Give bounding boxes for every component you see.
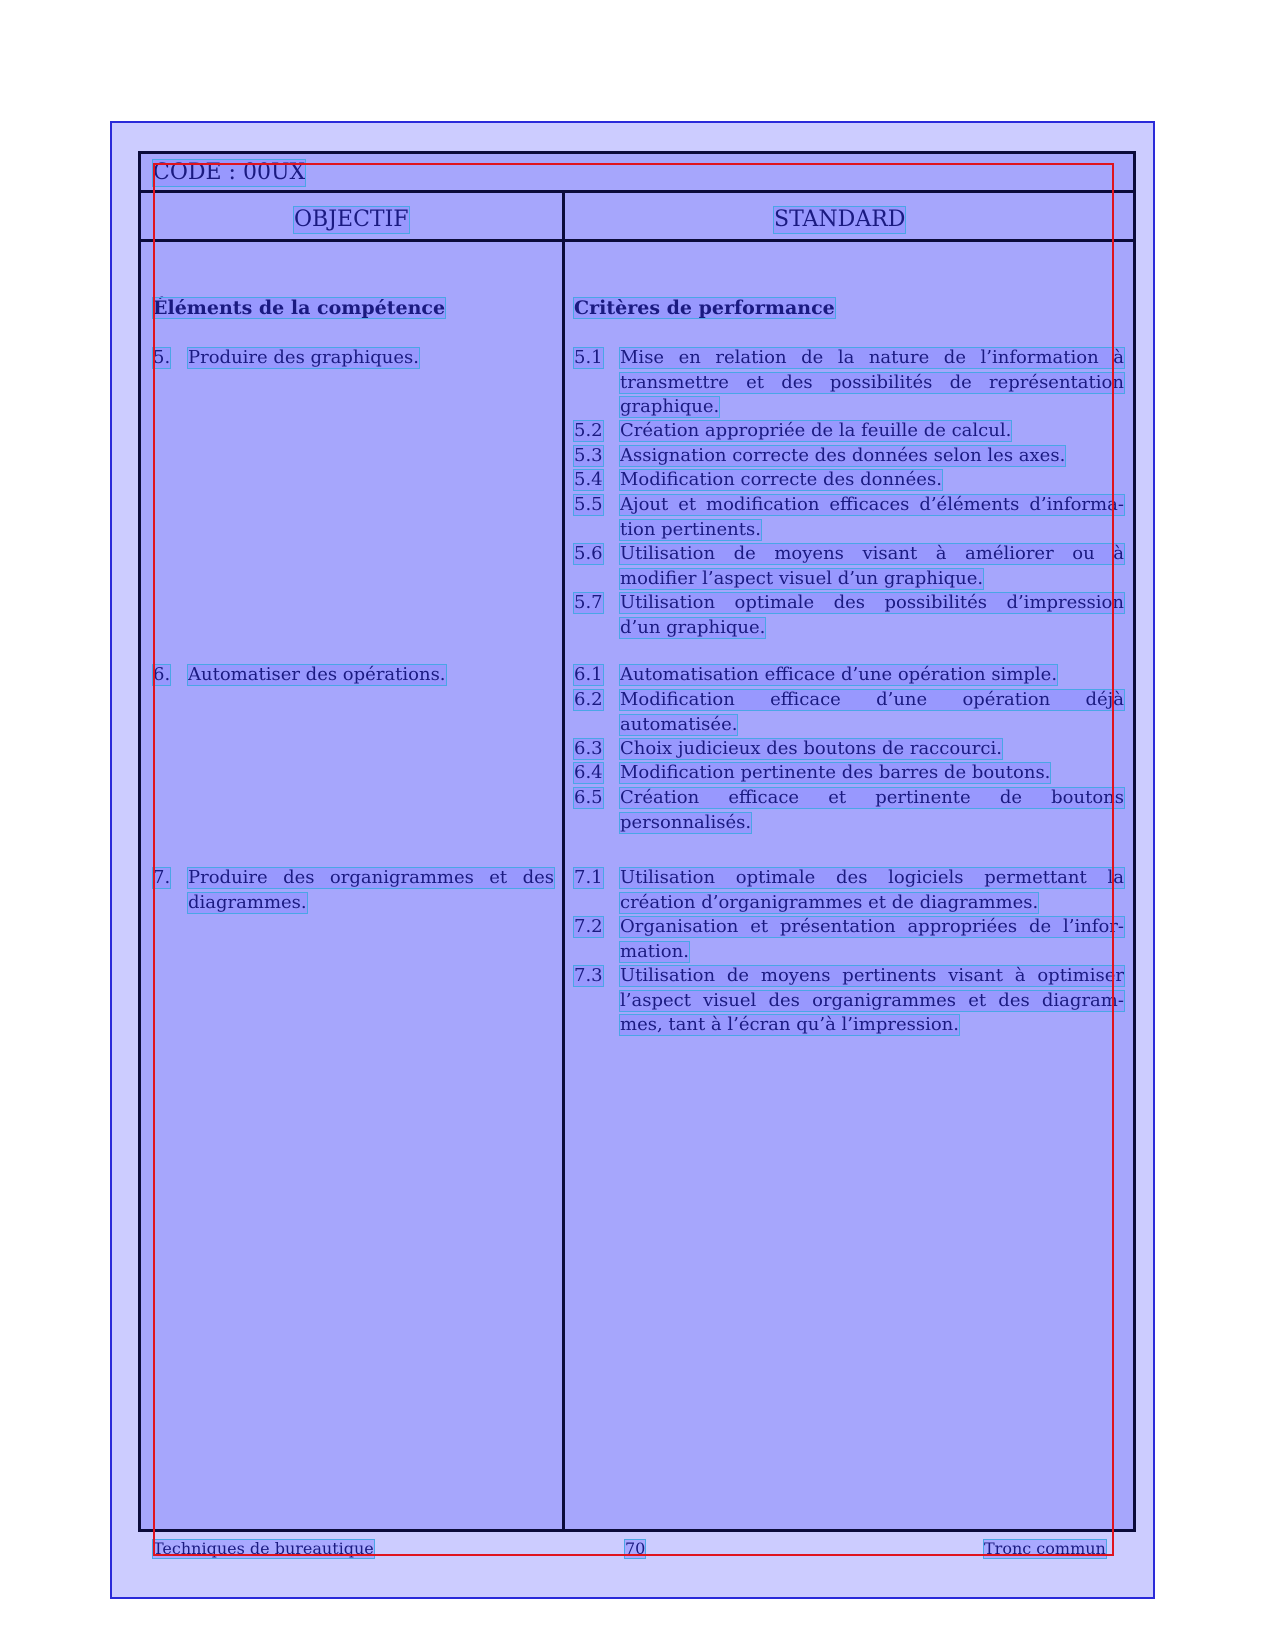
- criterion-text: l’aspect visuel des organigrammes et des diagram-: [620, 989, 1124, 1011]
- criterion-number: 5.2: [574, 420, 603, 441]
- criterion-text: transmettre et des possibilités de représentation: [620, 371, 1124, 393]
- criterion-text: tion pertinents.: [620, 518, 761, 540]
- element-text: Produire des graphiques.: [188, 347, 419, 368]
- element-text: Produire des organigrammes et des: [188, 867, 554, 888]
- criteria-title: Critères de performance: [574, 297, 835, 319]
- criterion-number: 5.1: [574, 347, 603, 368]
- criterion-number: 7.2: [574, 916, 603, 937]
- criterion-text: mes, tant à l’écran qu’à l’impression.: [620, 1014, 959, 1035]
- criterion-text: Modification correcte des données.: [620, 469, 942, 490]
- criterion-text: Automatisation efficace d’une opération simple.: [620, 664, 1058, 685]
- criterion-number: 6.5: [574, 787, 603, 808]
- criterion-number: 5.6: [574, 543, 603, 564]
- criterion-text: Mise en relation de la nature de l’information à: [620, 347, 1124, 368]
- criterion-text: Modification efficace d’une opération déjà: [620, 689, 1124, 710]
- criterion-number: 5.3: [574, 445, 603, 466]
- column-header-divider: [138, 239, 1136, 242]
- criterion-text: automatisée.: [620, 713, 738, 735]
- criterion-text: Utilisation optimale des possibilités d’impression: [620, 592, 1124, 613]
- criterion-text: Création appropriée de la feuille de calcul.: [620, 420, 1012, 441]
- criterion-number: 5.5: [574, 494, 603, 515]
- code-label: CODE : 00UX: [153, 160, 306, 185]
- standard-header: STANDARD: [774, 207, 906, 232]
- header-divider: [138, 190, 1136, 193]
- criterion-text: d’un graphique.: [620, 616, 766, 638]
- criterion-text: Création efficace et pertinente de boutons: [620, 787, 1124, 808]
- element-number: 6.: [153, 664, 171, 685]
- criterion-number: 6.2: [574, 689, 603, 710]
- criterion-text: Utilisation optimale des logiciels permettant la: [620, 867, 1124, 888]
- criterion-text: personnalisés.: [620, 811, 752, 833]
- criterion-number: 6.3: [574, 738, 603, 759]
- footer-right: Tronc commun: [984, 1539, 1106, 1558]
- element-number: 5.: [153, 347, 171, 368]
- criterion-number: 5.7: [574, 592, 603, 613]
- criterion-text: Choix judicieux des boutons de raccourci.: [620, 738, 1002, 759]
- criterion-text: Ajout et modification efficaces d’éléments d’informa-: [620, 494, 1124, 515]
- objectif-header: OBJECTIF: [294, 207, 409, 232]
- elements-title: Éléments de la compétence: [153, 297, 446, 319]
- footer-left: Techniques de bureautique: [153, 1539, 374, 1558]
- criterion-number: 6.4: [574, 762, 603, 783]
- element-text: diagrammes.: [188, 891, 307, 913]
- element-number: 7.: [153, 867, 171, 888]
- criterion-text: Utilisation de moyens visant à améliorer ou à: [620, 543, 1124, 564]
- criterion-text: Utilisation de moyens pertinents visant à optimiser: [620, 965, 1124, 986]
- criterion-text: création d’organigrammes et de diagrammes.: [620, 891, 1039, 913]
- criterion-text: modifier l’aspect visuel d’un graphique.: [620, 567, 984, 589]
- criterion-text: Modification pertinente des barres de boutons.: [620, 762, 1051, 783]
- element-text: Automatiser des opérations.: [188, 664, 446, 685]
- criterion-number: 6.1: [574, 664, 603, 685]
- column-divider: [562, 193, 565, 1532]
- criterion-text: Organisation et présentation appropriées de l’infor-: [620, 916, 1124, 937]
- criterion-text: graphique.: [620, 396, 720, 417]
- criterion-text: mation.: [620, 940, 689, 962]
- criterion-text: Assignation correcte des données selon les axes.: [620, 445, 1066, 466]
- criterion-number: 7.3: [574, 965, 603, 986]
- criterion-number: 5.4: [574, 469, 603, 490]
- page-number: 70: [625, 1539, 646, 1558]
- criterion-number: 7.1: [574, 867, 603, 888]
